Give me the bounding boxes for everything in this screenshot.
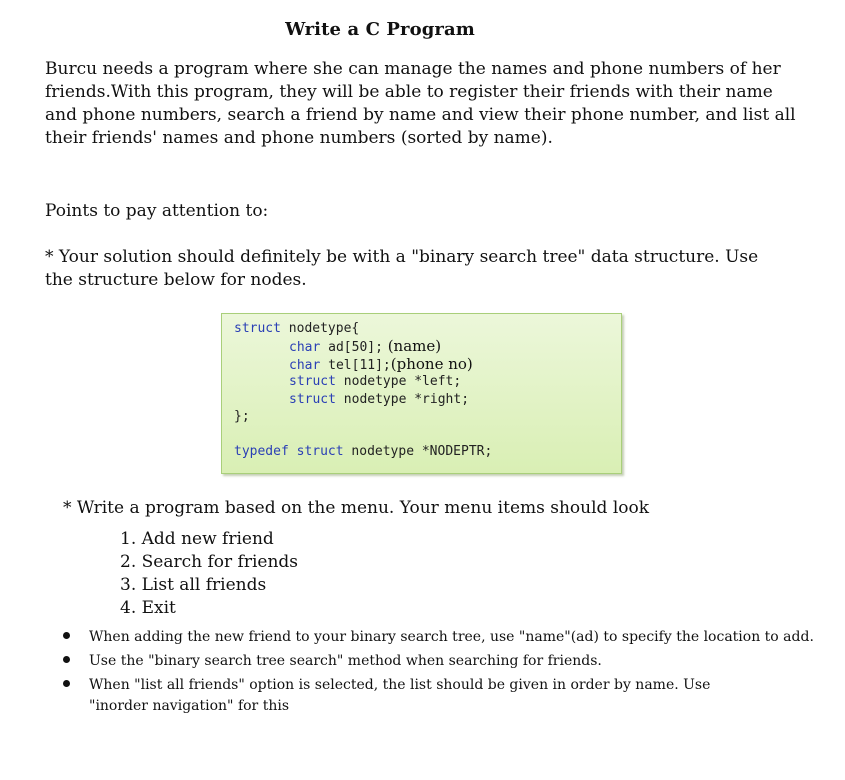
menu-item: 2. Search for friends	[120, 552, 298, 572]
menu-list	[120, 528, 298, 620]
bullet-item	[60, 675, 830, 717]
code-text: ad[50];	[320, 340, 383, 355]
requirement-line: the structure below for nodes.	[45, 270, 307, 290]
code-line-name-field	[289, 338, 441, 356]
bullet-item	[60, 651, 830, 672]
code-line-struct-open	[234, 321, 359, 337]
code-keyword: char	[289, 340, 321, 355]
code-annotation: (phone no)	[390, 355, 473, 373]
code-text: nodetype *left;	[335, 374, 462, 389]
requirement-menu: * Write a program based on the menu. Your menu items should look	[63, 498, 650, 518]
bullet-dot-icon	[63, 632, 70, 639]
code-line-right-field	[289, 392, 469, 408]
code-keyword: struct	[296, 444, 344, 459]
menu-item: 1. Add new friend	[120, 529, 274, 549]
code-keyword: struct	[289, 374, 336, 389]
bullet-list	[60, 627, 830, 720]
code-text: nodetype *NODEPTR;	[343, 444, 493, 459]
code-annotation: (name)	[382, 337, 442, 355]
intro-line: Burcu needs a program where she can manage the names and phone numbers of her	[45, 59, 781, 79]
bullet-text: When "list all friends" option is selected, the list should be given in order by name. Use "inorder navigation" for this	[89, 677, 711, 714]
bullet-dot-icon	[63, 680, 70, 687]
menu-item: 3. List all friends	[120, 575, 267, 595]
bullet-item	[60, 627, 830, 648]
code-text: nodetype *right;	[335, 392, 470, 407]
code-keyword: struct	[289, 392, 336, 407]
requirement-bst	[45, 246, 805, 292]
requirement-line: * Your solution should definitely be with a "binary search tree" data structure. Use	[45, 247, 759, 267]
intro-paragraph	[45, 58, 805, 150]
bullet-dot-icon	[63, 656, 70, 663]
page-title: Write a C Program	[285, 19, 475, 40]
code-line-phone-field	[289, 356, 473, 374]
intro-line: their friends' names and phone numbers (sorted by name).	[45, 128, 553, 148]
code-line-left-field	[289, 374, 461, 390]
code-line-struct-close: };	[234, 409, 250, 424]
code-keyword: struct	[234, 321, 281, 336]
code-keyword: typedef	[234, 444, 289, 459]
code-keyword: char	[289, 358, 321, 373]
bullet-text: When adding the new friend to your binary search tree, use "name"(ad) to specify the location to add.	[89, 629, 814, 645]
code-text: nodetype{	[280, 321, 360, 336]
code-text: tel[11];	[320, 358, 391, 373]
intro-line: friends.With this program, they will be able to register their friends with their name	[45, 82, 773, 102]
bullet-text: Use the "binary search tree search" method when searching for friends.	[89, 653, 602, 669]
code-line-typedef	[234, 444, 492, 460]
intro-line: and phone numbers, search a friend by name and view their phone number, and list all	[45, 105, 796, 125]
points-heading: Points to pay attention to:	[45, 201, 269, 221]
menu-item: 4. Exit	[120, 598, 176, 618]
code-block	[221, 313, 622, 474]
